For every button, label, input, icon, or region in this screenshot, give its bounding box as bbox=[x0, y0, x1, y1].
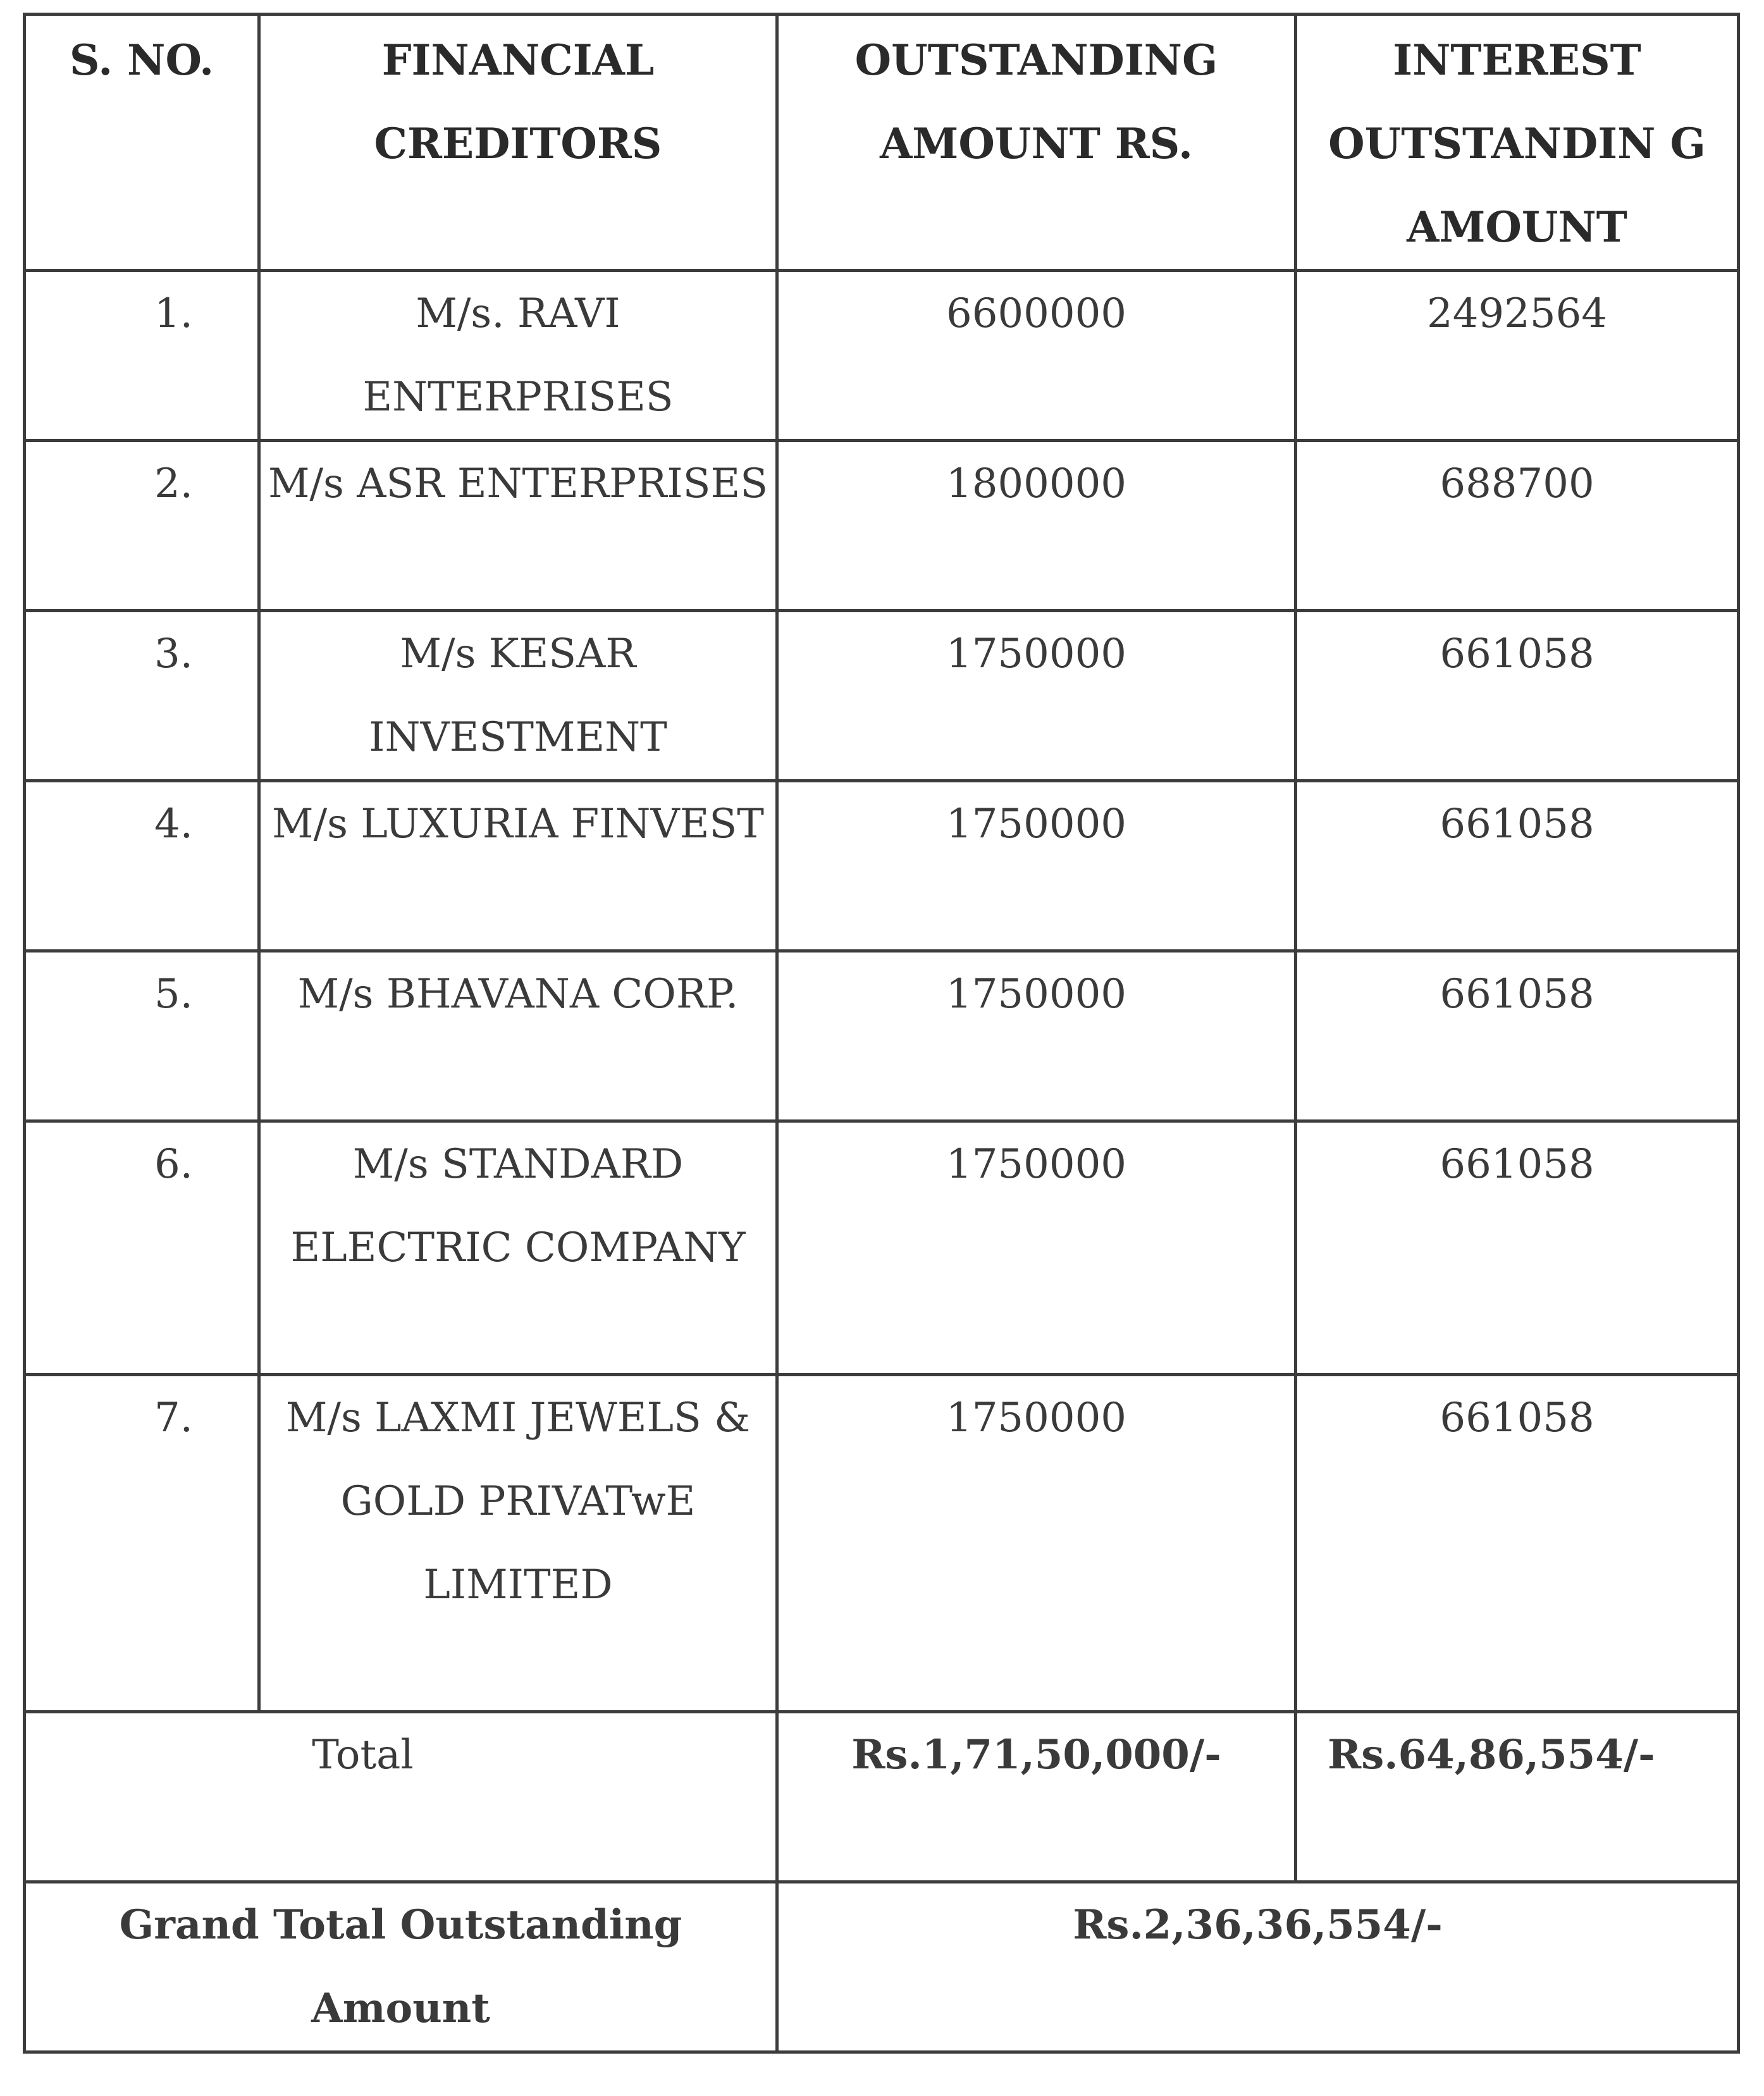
outstanding-amount-cell: 6600000 bbox=[777, 271, 1296, 441]
interest-amount-cell: 661058 bbox=[1296, 1121, 1739, 1375]
header-financial-creditors: FINANCIAL CREDITORS bbox=[259, 15, 777, 271]
interest-amount-cell: 661058 bbox=[1296, 951, 1739, 1121]
table-row bbox=[25, 1121, 1739, 1375]
outstanding-amount-cell: 1750000 bbox=[777, 611, 1296, 781]
s-no-cell: 2. bbox=[25, 441, 259, 611]
total-interest-amount: Rs.64,86,554/- bbox=[1296, 1712, 1739, 1882]
s-no-cell: 6. bbox=[25, 1121, 259, 1375]
creditor-name-cell: M/s STANDARD ELECTRIC COMPANY bbox=[259, 1121, 777, 1375]
s-no-cell: 4. bbox=[25, 781, 259, 951]
interest-amount-cell: 688700 bbox=[1296, 441, 1739, 611]
creditors-table bbox=[23, 13, 1740, 2054]
table-row bbox=[25, 1375, 1739, 1712]
outstanding-amount-cell: 1750000 bbox=[777, 781, 1296, 951]
header-s-no: S. NO. bbox=[25, 15, 259, 271]
s-no-cell: 7. bbox=[25, 1375, 259, 1712]
creditor-name-cell: M/s BHAVANA CORP. bbox=[259, 951, 777, 1121]
table-row bbox=[25, 781, 1739, 951]
table-header-row bbox=[25, 15, 1739, 271]
creditor-name-cell: M/s LUXURIA FINVEST bbox=[259, 781, 777, 951]
interest-amount-cell: 661058 bbox=[1296, 781, 1739, 951]
table-row bbox=[25, 951, 1739, 1121]
interest-amount-cell: 661058 bbox=[1296, 611, 1739, 781]
creditor-name-cell: M/s LAXMI JEWELS & GOLD PRIVATwE LIMITED bbox=[259, 1375, 777, 1712]
table-row bbox=[25, 271, 1739, 441]
grand-total-row bbox=[25, 1882, 1739, 2052]
interest-amount-cell: 661058 bbox=[1296, 1375, 1739, 1712]
total-row bbox=[25, 1712, 1739, 1882]
total-outstanding-amount: Rs.1,71,50,000/- bbox=[777, 1712, 1296, 1882]
table-row bbox=[25, 611, 1739, 781]
creditor-name-cell: M/s. RAVI ENTERPRISES bbox=[259, 271, 777, 441]
outstanding-amount-cell: 1750000 bbox=[777, 951, 1296, 1121]
interest-amount-cell: 2492564 bbox=[1296, 271, 1739, 441]
outstanding-amount-cell: 1750000 bbox=[777, 1121, 1296, 1375]
creditor-name-cell: M/s ASR ENTERPRISES bbox=[259, 441, 777, 611]
s-no-cell: 5. bbox=[25, 951, 259, 1121]
header-outstanding-amount: OUTSTANDING AMOUNT RS. bbox=[777, 15, 1296, 271]
s-no-cell: 1. bbox=[25, 271, 259, 441]
grand-total-label: Grand Total Outstanding Amount bbox=[25, 1882, 777, 2052]
creditor-name-cell: M/s KESAR INVESTMENT bbox=[259, 611, 777, 781]
total-label: Total bbox=[25, 1712, 777, 1882]
s-no-cell: 3. bbox=[25, 611, 259, 781]
table-row bbox=[25, 441, 1739, 611]
grand-total-amount: Rs.2,36,36,554/- bbox=[777, 1882, 1739, 2052]
outstanding-amount-cell: 1750000 bbox=[777, 1375, 1296, 1712]
outstanding-amount-cell: 1800000 bbox=[777, 441, 1296, 611]
header-interest-outstanding: INTEREST OUTSTANDIN G AMOUNT bbox=[1296, 15, 1739, 271]
